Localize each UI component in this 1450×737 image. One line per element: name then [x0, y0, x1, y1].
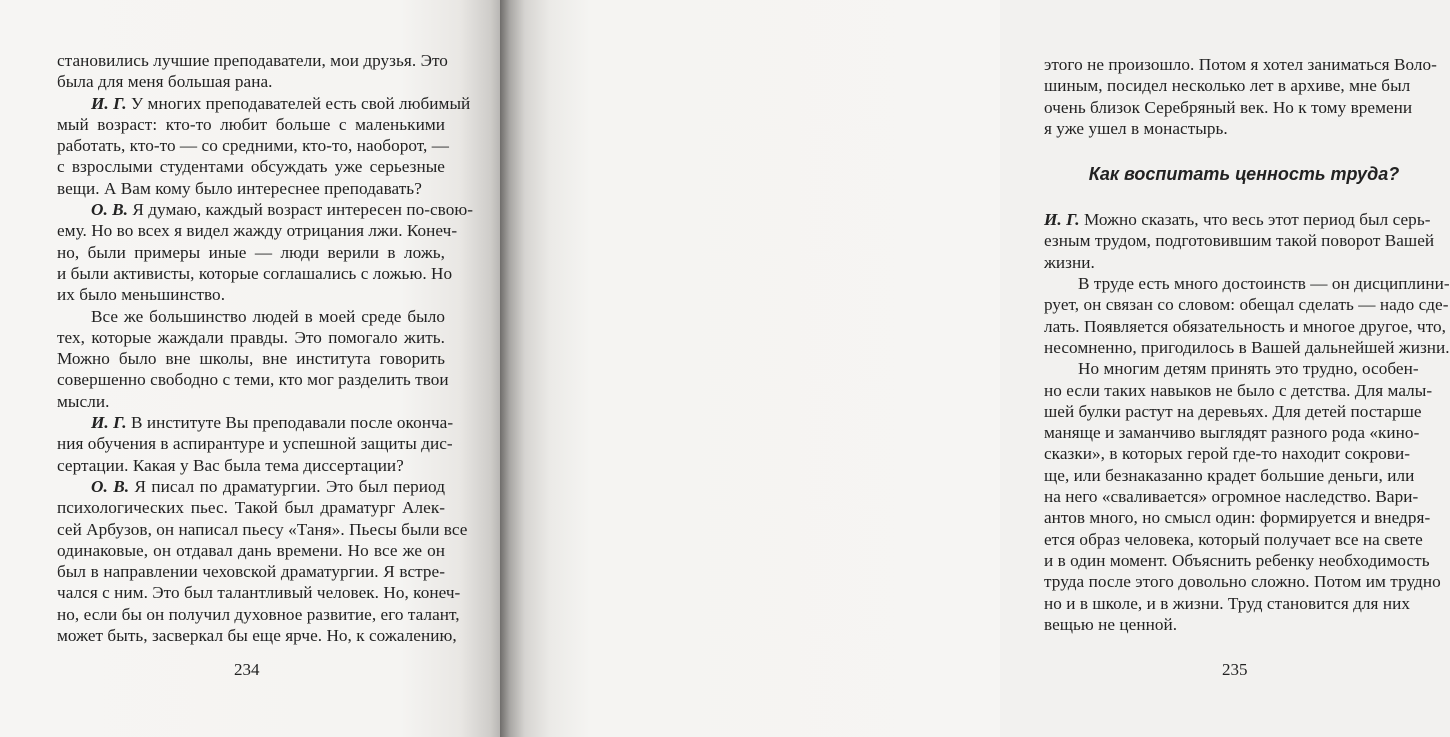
text-line: вещи. А Вам кому было интереснее преподавать? — [57, 178, 422, 198]
text-line: лать. Появляется обязательность и многое другое, что, — [1044, 316, 1447, 336]
right-page — [500, 0, 1450, 737]
text-line: но, если бы он получил духовное развитие, его талант, — [57, 604, 460, 624]
text-line: их было меньшинство. — [57, 285, 226, 305]
text-line: О. В. Я думаю, каждый возраст интересен по-свою- — [91, 200, 474, 220]
text-line: ще, или безнаказанно крадет большие деньги, или — [1044, 465, 1415, 485]
text-line: сертации. Какая у Вас была тема диссертации? — [57, 455, 404, 475]
text-line: езным трудом, подготовившим такой поворот Вашей — [1044, 231, 1435, 251]
text-line: труда после этого довольно сложно. Потом им трудно — [1044, 572, 1441, 592]
text-line: ния обучения в аспирантуре и успешной защиты дис- — [57, 434, 453, 454]
left-page-number: 234 — [234, 660, 260, 679]
text-line: жизни. — [1044, 252, 1095, 272]
text-line: антов много, но смысл один: формируется и внедря- — [1044, 508, 1431, 528]
text-line: вещью не ценной. — [1044, 614, 1178, 634]
text-line: очень близок Серебряный век. Но к тому времени — [1044, 97, 1413, 117]
text-line: но если таких навыков не было с детства. Для малы- — [1044, 380, 1433, 400]
text-line: Все же большинство людей в моей среде было — [91, 306, 445, 326]
text-line: чался с ним. Это был талантливый человек. Но, конеч- — [57, 583, 461, 603]
text-line: но и в школе, и в жизни. Труд становится для них — [1044, 593, 1410, 613]
text-line: Но многим детям принять это трудно, особен- — [1078, 359, 1419, 379]
text-line: И. Г. Можно сказать, что весь этот период был серь- — [1044, 210, 1431, 230]
text-line: мысли. — [57, 391, 110, 411]
text-line: я уже ушел в монастырь. — [1044, 118, 1228, 138]
text-line: маняще и заманчиво выглядят разного рода «кино- — [1044, 423, 1420, 443]
text-line: с взрослыми студентами обсуждать уже серьезные — [57, 157, 445, 177]
text-line: ему. Но во всех я видел жажду отрицания лжи. Конеч- — [57, 221, 458, 241]
text-line: на него «сваливается» огромное наследство. Вари- — [1044, 487, 1419, 507]
speaker-initials: О. В. — [91, 476, 130, 496]
right-page-number: 235 — [1222, 660, 1248, 679]
text-line: Можно было вне школы, вне института говорить — [57, 349, 445, 369]
text-line: этого не произошло. Потом я хотел заниматься Воло- — [1044, 55, 1437, 74]
text-line: был в направлении чеховской драматургии. Я встре- — [57, 562, 445, 582]
speaker-initials: И. Г. — [1044, 210, 1080, 230]
right-page-top-paragraph — [1044, 54, 1437, 139]
left-page — [0, 0, 500, 737]
text-line: и были активисты, которые соглашались с ложью. Но — [57, 263, 453, 283]
text-line: шиным, посидел несколько лет в архиве, мне был — [1044, 76, 1411, 96]
text-line: шей булки растут на деревьях. Для детей постарше — [1044, 401, 1422, 421]
text-line: и в один момент. Объяснить ребенку необходимость — [1044, 550, 1430, 570]
text-line: становились лучшие преподаватели, мои друзья. Это — [57, 51, 448, 70]
text-line: совершенно свободно с теми, кто мог разделить твои — [57, 370, 449, 390]
text-line: была для меня большая рана. — [57, 72, 273, 92]
text-line: может быть, засверкал бы еще ярче. Но, к сожалению, — [57, 626, 457, 646]
text-line: ется образ человека, который получает все на свете — [1044, 529, 1423, 549]
speaker-initials: И. Г. — [91, 413, 127, 433]
text-line: работать, кто-то — со средними, кто-то, наоборот, — — [57, 136, 449, 156]
text-line: В труде есть много достоинств — он дисциплини- — [1078, 274, 1450, 294]
text-line: И. Г. В институте Вы преподавали после оконча- — [91, 413, 454, 433]
right-page-text — [1044, 54, 1450, 635]
speaker-initials: И. Г. — [91, 93, 127, 113]
text-line: несомненно, пригодилось в Вашей дальнейшей жизни. — [1044, 337, 1450, 357]
right-page-body — [1044, 209, 1450, 635]
text-line: сказки», в которых герой где-то находит сокрови- — [1044, 444, 1410, 464]
text-line: но, были примеры иные — люди верили в ложь, — [57, 242, 445, 262]
left-page-text — [57, 50, 474, 646]
section-heading: Как воспитать ценность труда? — [1088, 164, 1400, 185]
text-line: сей Арбузов, он написал пьесу «Таня». Пьесы были все — [57, 519, 468, 539]
text-line: психологических пьес. Такой был драматург Алек- — [57, 498, 445, 518]
speaker-initials: О. В. — [91, 200, 129, 220]
text-line: О. В. Я писал по драматургии. Это был период — [91, 476, 445, 496]
text-line: рует, он связан со словом: обещал сделать — надо сде- — [1044, 295, 1449, 315]
text-line: одинаковые, он отдавал дань времени. Но все же он — [57, 540, 445, 560]
text-line: мый возраст: кто-то любит больше с маленькими — [57, 114, 445, 134]
text-line: тех, которые жаждали правды. Это помогало жить. — [57, 327, 445, 347]
text-line: И. Г. У многих преподавателей есть свой любимый — [91, 93, 471, 113]
